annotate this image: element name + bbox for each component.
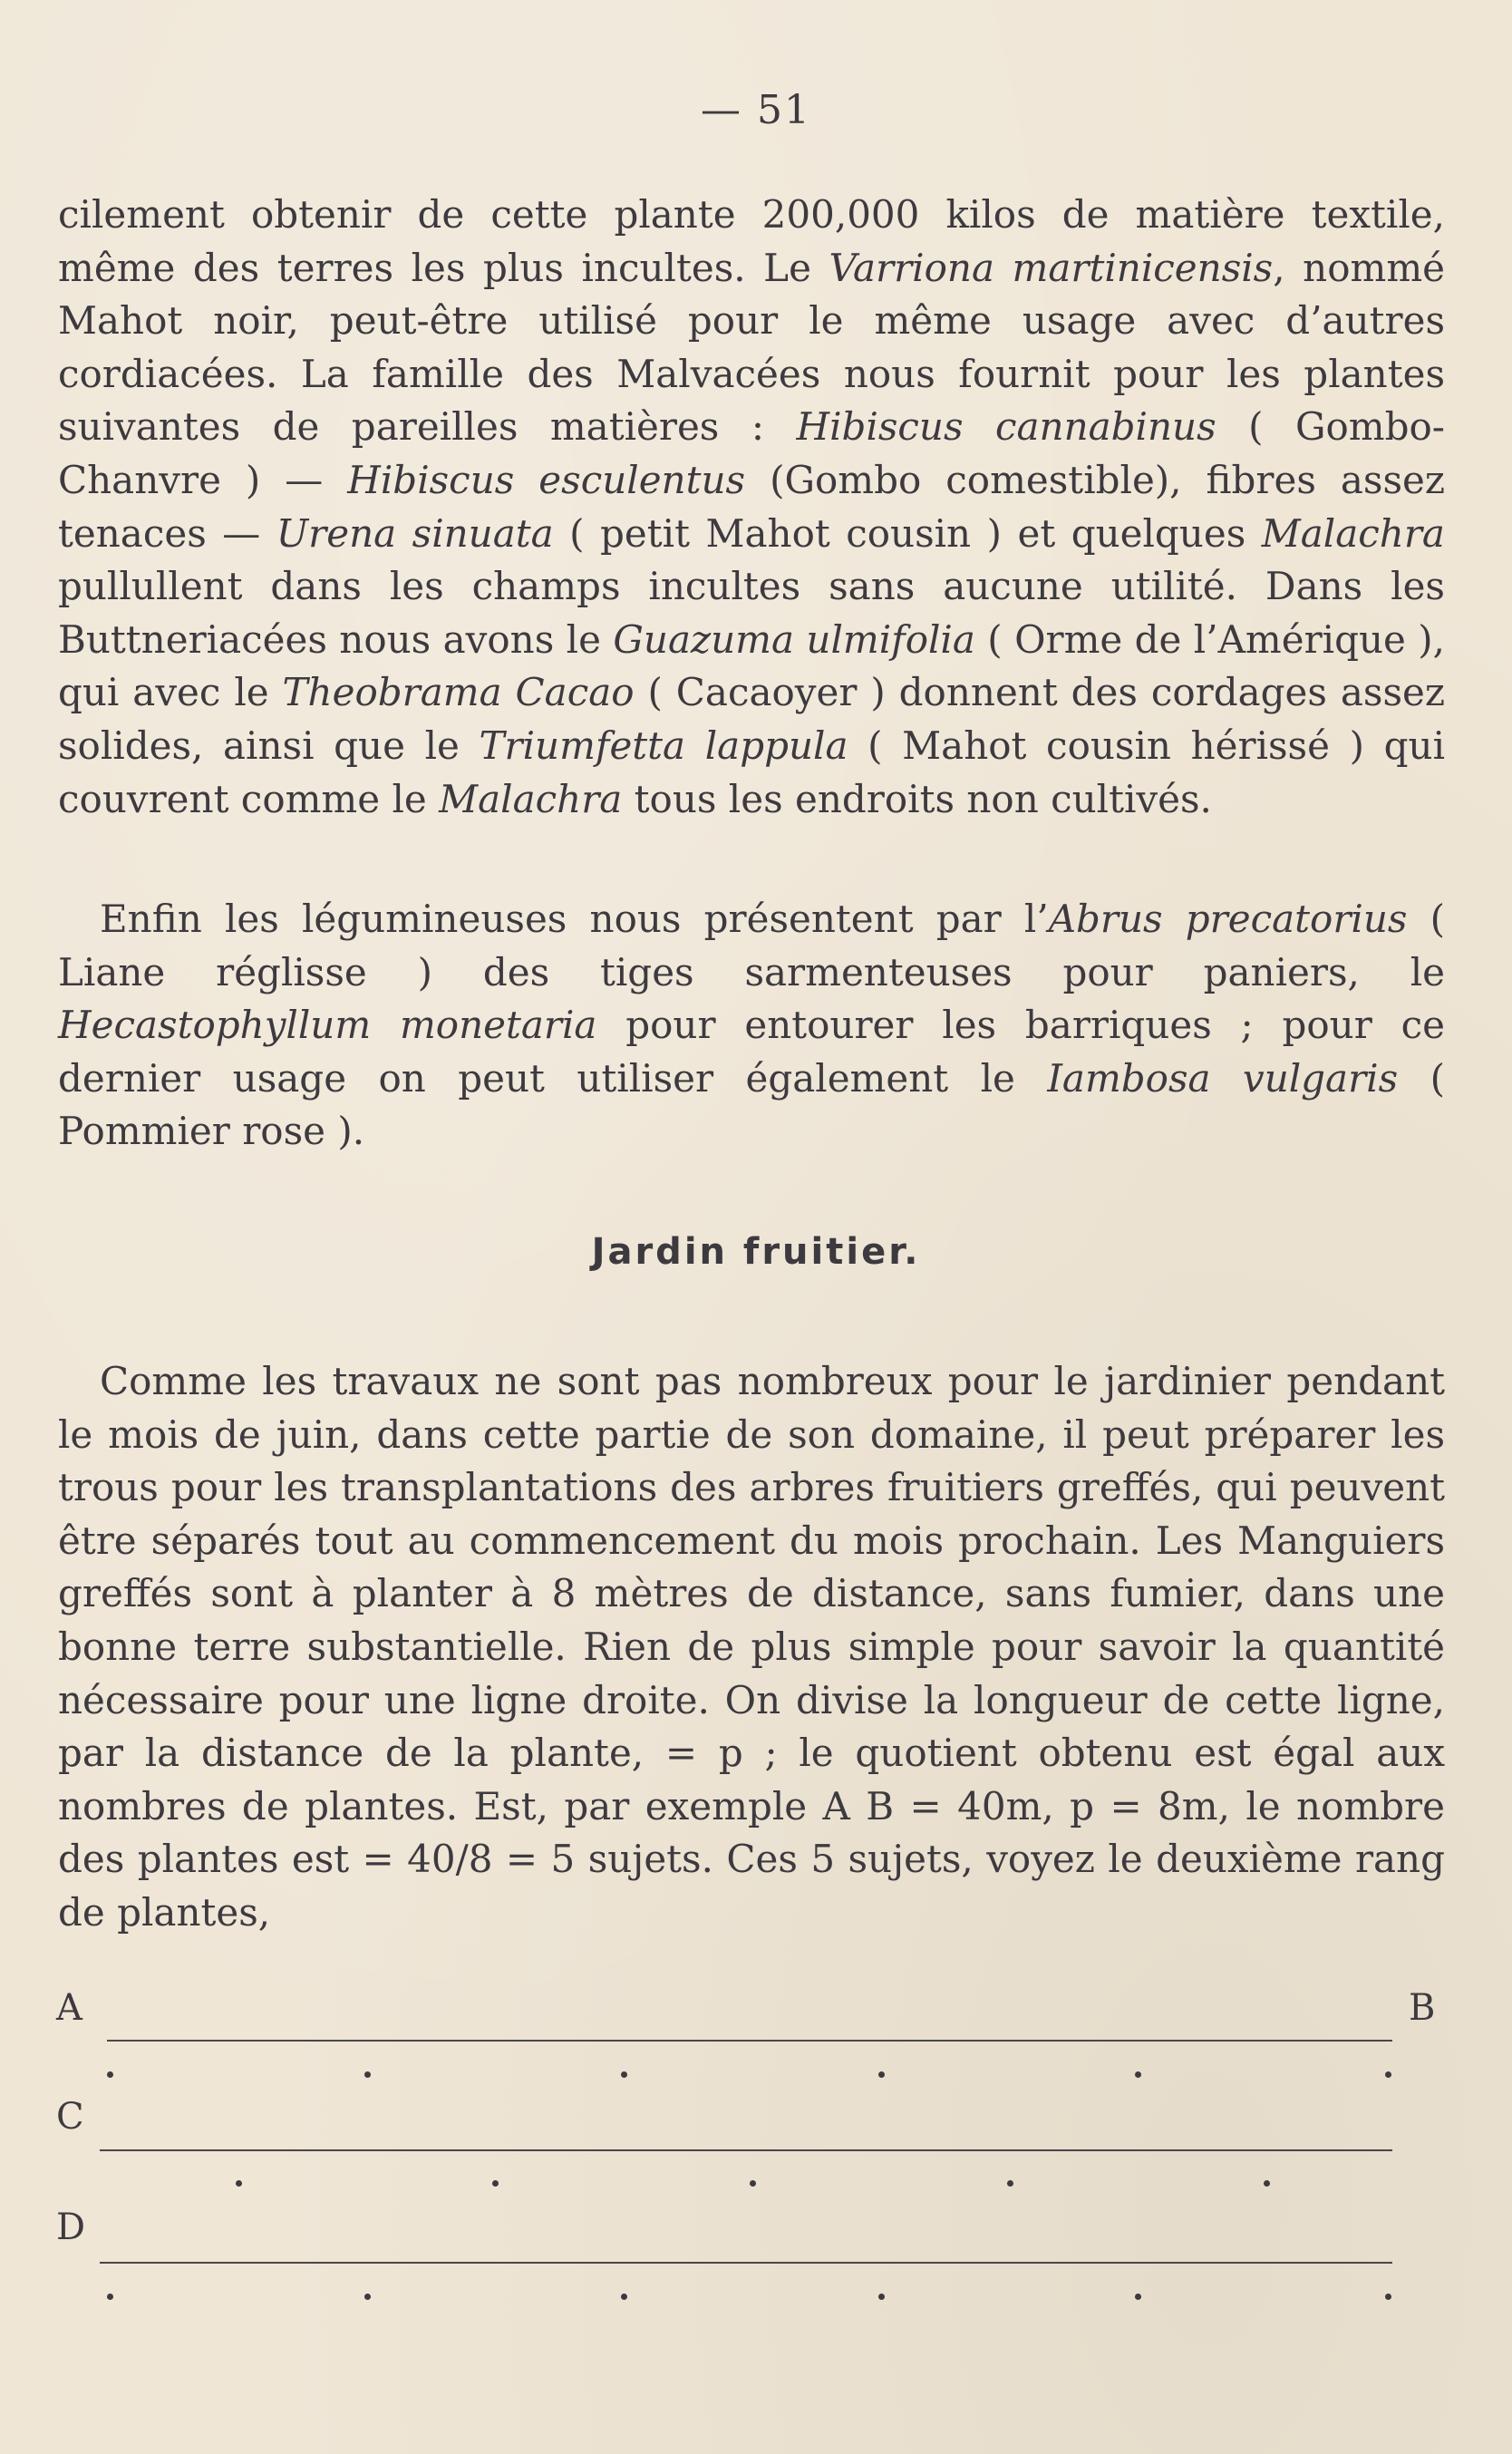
plant-dot [621, 2294, 627, 2300]
plant-dot [107, 2294, 113, 2300]
plant-dot [1385, 2071, 1391, 2078]
species-name: Hibiscus cannabinus [796, 404, 1216, 450]
species-name: Malachra [439, 776, 623, 821]
plant-row-ab [107, 2071, 1392, 2079]
paragraph-legumineuses [58, 893, 1445, 1159]
page-number: — 51 [701, 87, 811, 133]
species-name: Guazuma ulmifolia [613, 616, 975, 662]
species-name: Triumfetta lappula [479, 723, 848, 768]
planting-line-d [100, 2262, 1392, 2264]
text-run: , nommé Mahot noir, peut-être utilisé pour le même usage avec d’autres cordiacées. La famille des Malvacées nous fournit pour les plantes suivantes de pareilles matières : [58, 245, 1446, 450]
plant-dot [492, 2180, 499, 2187]
plant-dot [878, 2294, 885, 2300]
plant-dot [107, 2071, 113, 2078]
text-run: ( Mahot cousin hérissé ) qui couvrent comme le [58, 723, 1445, 821]
species-name: Theobrama Cacao [282, 670, 635, 715]
text-run: ( Pommier rose ). [58, 1055, 1445, 1154]
species-name: Abrus precatorius [1048, 897, 1408, 941]
text-run: tous les endroits non cultivés. [622, 776, 1212, 821]
text-run: pour entourer les barriques ; pour ce dernier usage on peut utiliser également le [58, 1003, 1445, 1101]
text-run: cilement obtenir de cette plante 200,000 kilos de matière textile, même des terres les plus incultes. Le [58, 192, 1445, 290]
text-run: (Gombo comestible), fibres assez tenaces — [58, 457, 1445, 556]
plant-dot [878, 2071, 885, 2078]
plant-row-c [107, 2180, 1392, 2187]
section-heading: Jardin fruitier. [591, 1231, 921, 1273]
species-name: Hibiscus esculentus [347, 457, 746, 502]
text-run: Enfin les légumineuses nous présentent par l’ [100, 897, 1049, 941]
plant-row-d [107, 2294, 1392, 2301]
row-label-a: A [56, 1987, 82, 2029]
species-name: Urena sinuata [276, 510, 554, 556]
text-run: ( Cacaoyer ) donnent des cordages assez solides, ainsi que le [58, 670, 1445, 768]
species-name: Hecastophyllum monetaria [58, 1003, 597, 1048]
planting-line-c [100, 2149, 1392, 2151]
row-label-d: D [56, 2207, 86, 2248]
row-label-c: C [56, 2096, 84, 2138]
plant-dot [1264, 2180, 1270, 2187]
species-name: Iambosa vulgaris [1047, 1055, 1399, 1101]
planting-line-ab [107, 2040, 1392, 2042]
plant-dot [1385, 2294, 1391, 2300]
plant-dot [1007, 2180, 1013, 2187]
paragraph-jardin-fruitier: Comme les travaux ne sont pas nombreux pour le jardinier pendant le mois de juin, dans cette partie de son domaine, il peut préparer les trous pour les transplantations des arbres fruitiers greffés, qui peuvent être séparés tout au commencement du mois prochain. Les Manguiers greffés sont à planter à 8 mètres de distance, sans fumier, dans une bonne terre substantielle. Rien de plus simple pour savoir la quantité nécessaire pour une ligne droite. On divise la longueur de cette ligne, par la distance de la plante, = p ; le quotient obtenu est égal aux nombres de plantes. Est, par exemple A B = 40m, p = 8m, le nombre des plantes est = 40/8 = 5 sujets. Ces 5 sujets, voyez le deuxième rang de plantes, [58, 1359, 1445, 1935]
species-name: Malachra [1261, 510, 1445, 556]
plant-dot [750, 2180, 756, 2187]
paragraph-fibres-textiles [58, 189, 1445, 826]
text-run: ( petit Mahot cousin ) et quelques [553, 510, 1262, 556]
plant-dot [364, 2294, 371, 2300]
text-run: pullullent dans les champs incultes sans aucune utilité. Dans les Buttneriacées nous avons le [58, 564, 1445, 662]
text-run: ( Orme de l’Amérique ), qui avec le [58, 616, 1446, 715]
plant-dot [1135, 2071, 1141, 2078]
plant-dot [236, 2180, 242, 2187]
plant-dot [621, 2071, 627, 2078]
species-name: Varriona martinicensis [829, 245, 1274, 290]
text-run: ( Gombo-Chanvre ) — [58, 404, 1445, 502]
row-label-b: B [1409, 1987, 1436, 2029]
plant-dot [1135, 2294, 1141, 2300]
text-run: ( Liane réglisse ) des tiges sarmenteuses pour paniers, le [58, 897, 1445, 994]
plant-dot [364, 2071, 371, 2078]
